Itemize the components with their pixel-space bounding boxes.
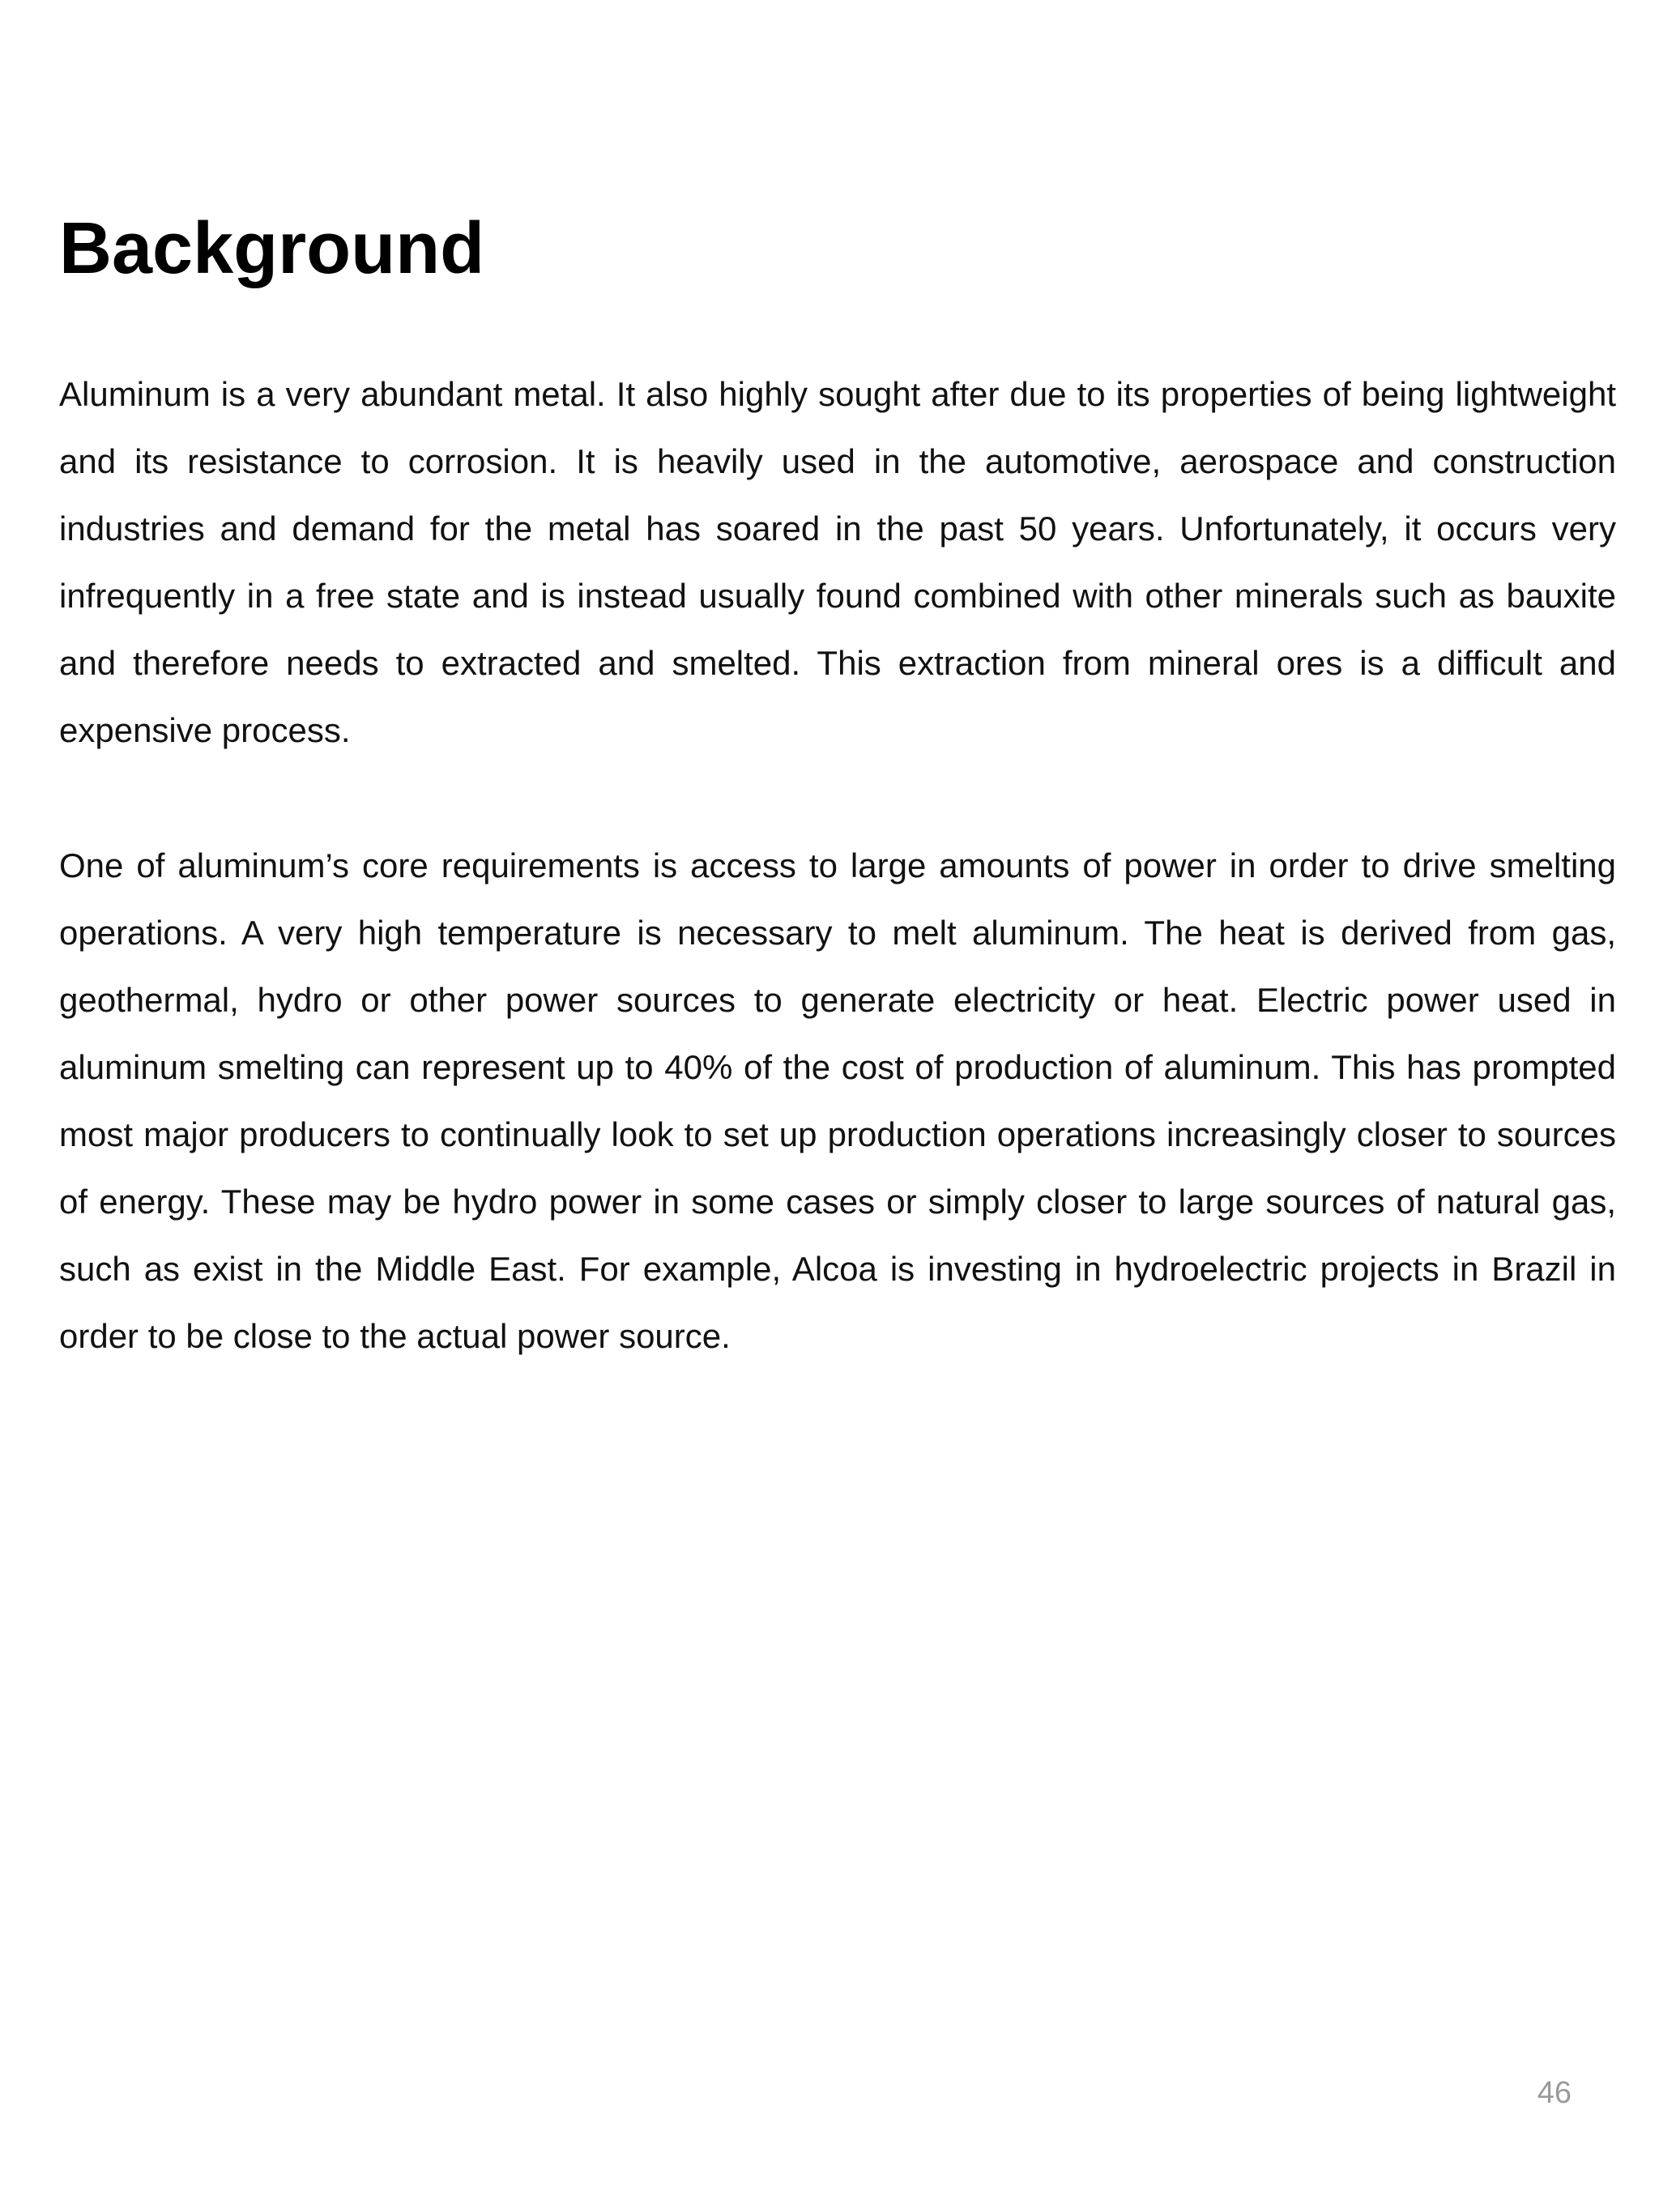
section-heading: Background <box>59 208 485 289</box>
body-paragraph-2: One of aluminum’s core requirements is access to large amounts of power in order to drive smelting operations. A very high temperature is necessary to melt aluminum. The heat is derived from gas, geothermal, hydro or other power sources to generate electricity or heat. Electric power used in aluminum smelting can represent up to 40% of the cost of production of aluminum. This has prompted most major producers to continually look to set up production operations increasingly closer to sources of energy. These may be hydro power in some cases or simply closer to large sources of natural gas, such as exist in the Middle East. For example, Alcoa is investing in hydroelectric projects in Brazil in order to be close to the actual power source. <box>59 846 1616 1355</box>
body-paragraph-1: Aluminum is a very abundant metal. It also highly sought after due to its properties of being lightweight and its resistance to corrosion. It is heavily used in the automotive, aerospace and construction industries and demand for the metal has soared in the past 50 years. Unfortunately, it occurs very infrequently in a free state and is instead usually found combined with other minerals such as bauxite and therefore needs to extracted and smelted. This extraction from mineral ores is a difficult and expensive process. <box>59 375 1616 749</box>
page-number: 46 <box>1537 2076 1572 2110</box>
